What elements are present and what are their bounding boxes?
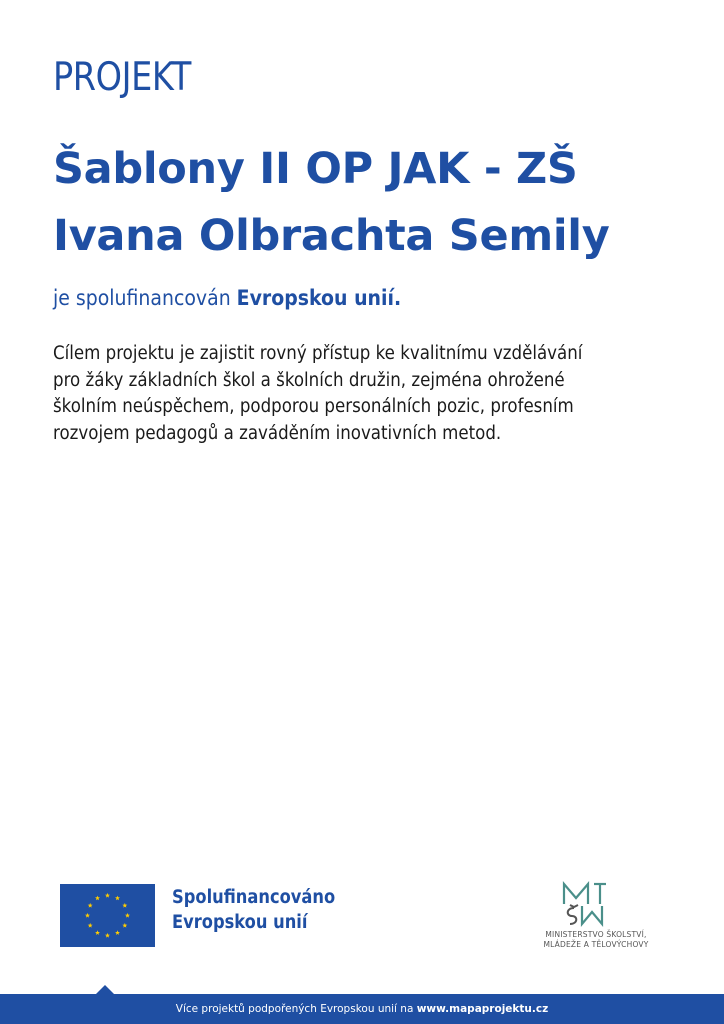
eu-cofinanced-label — [172, 885, 335, 935]
eu-star-icon — [88, 903, 93, 908]
eu-star-icon — [105, 933, 110, 938]
description-line: školním neúspěchem, podporou personálních pozic, profesním — [53, 396, 574, 417]
footer-link[interactable]: www.mapaprojektu.cz — [416, 1003, 549, 1015]
eu-label-line-2: Evropskou unií — [172, 912, 308, 933]
eu-flag-icon — [60, 884, 155, 947]
eu-star-icon — [95, 896, 100, 901]
description-line: rozvojem pedagogů a zaváděním inovativních metod. — [53, 422, 502, 444]
project-title — [53, 136, 693, 270]
project-title-line-2: Ivana Olbrachta Semily — [53, 211, 610, 261]
eu-label-line-1: Spolufinancováno — [172, 887, 336, 908]
project-kicker: PROJEKT — [53, 55, 191, 100]
cofinancing-prefix: je spolufinancován — [53, 286, 237, 310]
footer-text: Více projektů podpořených Evropskou unií na — [175, 1003, 417, 1015]
eu-star-icon — [88, 923, 93, 928]
eu-star-icon — [105, 893, 110, 898]
eu-stars — [60, 884, 155, 947]
eu-star-icon — [115, 896, 120, 901]
cofinancing-emphasis: Evropskou unií. — [236, 286, 402, 310]
eu-star-icon — [115, 930, 120, 935]
description-line: pro žáky základních škol a školních družin, zejména ohrožené — [53, 369, 565, 391]
msmt-line-2: MLÁDEŽE A TĚLOVÝCHOVY — [543, 940, 649, 949]
description-line: Cílem projektu je zajistit rovný přístup ke kvalitnímu vzdělávání — [53, 343, 583, 364]
cofinancing-statement — [53, 286, 401, 311]
eu-star-icon — [85, 913, 90, 918]
project-description — [53, 341, 665, 447]
footer-note — [0, 1003, 724, 1016]
msmt-line-1: MINISTERSTVO ŠKOLSTVÍ, — [545, 930, 647, 939]
msmt-ministry-label — [526, 930, 666, 950]
project-title-line-1: Šablony II OP JAK - ZŠ — [53, 144, 578, 194]
eu-star-icon — [125, 913, 130, 918]
eu-star-icon — [95, 930, 100, 935]
eu-star-icon — [122, 903, 127, 908]
eu-star-icon — [122, 923, 127, 928]
msmt-logo-icon — [560, 880, 610, 928]
